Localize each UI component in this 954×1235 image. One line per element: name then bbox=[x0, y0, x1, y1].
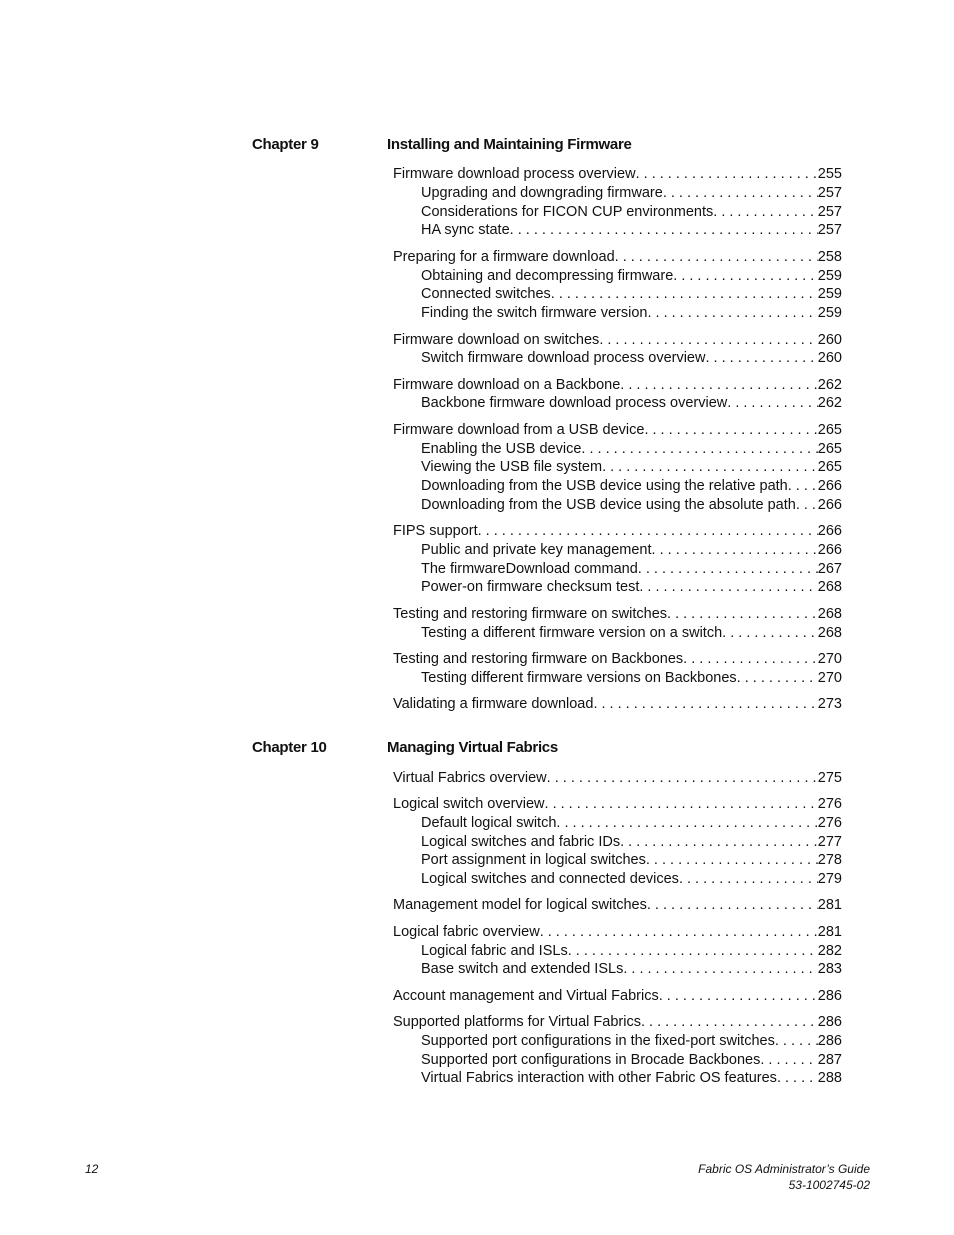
toc-page-number: 267 bbox=[817, 561, 842, 577]
toc-page-number: 260 bbox=[817, 350, 842, 366]
toc-section-entry[interactable] bbox=[393, 165, 842, 184]
dot-leader bbox=[644, 421, 817, 440]
dot-leader bbox=[639, 578, 817, 597]
toc-page-number: 266 bbox=[817, 523, 842, 539]
toc-page-number: 265 bbox=[817, 459, 842, 475]
toc-entry-title: Testing a different firmware version on a switch bbox=[421, 625, 723, 641]
toc-subsection-entry[interactable] bbox=[421, 394, 842, 413]
toc-entry-title: HA sync state bbox=[421, 222, 510, 238]
dot-leader bbox=[547, 769, 818, 788]
dot-leader bbox=[667, 605, 818, 624]
toc-page-number: 258 bbox=[817, 249, 842, 265]
toc-entry-title: Public and private key management bbox=[421, 542, 652, 558]
toc-subsection-entry[interactable] bbox=[421, 349, 842, 368]
dot-leader bbox=[659, 987, 818, 1006]
toc-subsection-entry[interactable] bbox=[421, 814, 842, 833]
toc-entry-title: Management model for logical switches bbox=[393, 897, 647, 913]
toc-page-number: 268 bbox=[817, 579, 842, 595]
toc-entry-title: Power-on firmware checksum test bbox=[421, 579, 640, 595]
toc-entry-title: Logical switch overview bbox=[393, 796, 545, 812]
dot-leader bbox=[788, 477, 818, 496]
dot-leader bbox=[705, 349, 817, 368]
toc-subsection-entry[interactable] bbox=[421, 458, 842, 477]
toc-entry-title: Upgrading and downgrading firmware bbox=[421, 185, 663, 201]
dot-leader bbox=[647, 304, 817, 323]
toc-subsection-entry[interactable] bbox=[421, 960, 842, 979]
toc-page-number: 259 bbox=[817, 268, 842, 284]
toc-entry-title: Considerations for FICON CUP environments bbox=[421, 204, 714, 220]
toc-subsection-entry[interactable] bbox=[421, 304, 842, 323]
toc-subsection-entry[interactable] bbox=[421, 851, 842, 870]
toc-entry-title: Firmware download on a Backbone bbox=[393, 377, 621, 393]
dot-leader bbox=[796, 496, 818, 515]
toc-page-number: 257 bbox=[817, 204, 842, 220]
toc-entry-title: Testing and restoring firmware on switches bbox=[393, 606, 668, 622]
toc-page-number: 259 bbox=[817, 305, 842, 321]
toc-section-entry[interactable] bbox=[393, 376, 842, 395]
toc-subsection-entry[interactable] bbox=[421, 285, 842, 304]
dot-leader bbox=[638, 560, 818, 579]
dot-leader bbox=[623, 960, 817, 979]
toc-page-number: 268 bbox=[817, 625, 842, 641]
toc-page-number: 287 bbox=[817, 1052, 842, 1068]
toc-entry-title: Downloading from the USB device using the relative path bbox=[421, 478, 788, 494]
dot-leader bbox=[602, 458, 818, 477]
toc-section-entry[interactable] bbox=[393, 795, 842, 814]
toc-page-number: 276 bbox=[817, 815, 842, 831]
toc-subsection-entry[interactable] bbox=[421, 477, 842, 496]
dot-leader bbox=[568, 942, 818, 961]
toc-section-entry[interactable] bbox=[393, 248, 842, 267]
dot-leader bbox=[581, 440, 817, 459]
chapter-title: Installing and Maintaining Firmware bbox=[387, 136, 632, 153]
toc-entry-title: Preparing for a firmware download bbox=[393, 249, 615, 265]
toc-subsection-entry[interactable] bbox=[421, 560, 842, 579]
toc-entry-title: Default logical switch bbox=[421, 815, 557, 831]
toc-page-number: 286 bbox=[817, 1033, 842, 1049]
toc-entry-title: Connected switches bbox=[421, 286, 551, 302]
dot-leader bbox=[760, 1051, 817, 1070]
toc-entry-title: Logical switches and connected devices bbox=[421, 871, 679, 887]
toc-entry-title: Logical fabric overview bbox=[393, 924, 540, 940]
dot-leader bbox=[551, 285, 818, 304]
toc-page-number: 265 bbox=[817, 441, 842, 457]
dot-leader bbox=[540, 923, 818, 942]
toc-subsection-entry[interactable] bbox=[421, 669, 842, 688]
page-number: 12 bbox=[85, 1162, 99, 1176]
dot-leader bbox=[673, 267, 818, 286]
toc-section-entry[interactable] bbox=[393, 605, 842, 624]
toc-entry-title: Backbone firmware download process overview bbox=[421, 395, 728, 411]
dot-leader bbox=[652, 541, 818, 560]
toc-entry-title: Base switch and extended ISLs bbox=[421, 961, 624, 977]
toc-section-entry[interactable] bbox=[393, 1013, 842, 1032]
toc-section-entry[interactable] bbox=[393, 522, 842, 541]
toc-entry-title: Validating a firmware download bbox=[393, 696, 594, 712]
chapter-label: Chapter 9 bbox=[252, 136, 319, 153]
toc-subsection-entry[interactable] bbox=[421, 1069, 842, 1088]
toc-subsection-entry[interactable] bbox=[421, 624, 842, 643]
toc-section-entry[interactable] bbox=[393, 987, 842, 1006]
toc-entry-title: Virtual Fabrics overview bbox=[393, 770, 547, 786]
dot-leader bbox=[620, 833, 818, 852]
toc-subsection-entry[interactable] bbox=[421, 221, 842, 240]
toc-page-number: 286 bbox=[817, 1014, 842, 1030]
dot-leader bbox=[599, 331, 817, 350]
toc-entry-title: Account management and Virtual Fabrics bbox=[393, 988, 659, 1004]
toc-section-entry[interactable] bbox=[393, 896, 842, 915]
dot-leader bbox=[683, 650, 818, 669]
dot-leader bbox=[545, 795, 818, 814]
chapter-title: Managing Virtual Fabrics bbox=[387, 739, 558, 756]
chapter-label: Chapter 10 bbox=[252, 739, 327, 756]
toc-page-number: 288 bbox=[817, 1070, 842, 1086]
toc-section-entry[interactable] bbox=[393, 695, 842, 714]
dot-leader bbox=[641, 1013, 818, 1032]
dot-leader bbox=[713, 203, 818, 222]
toc-page-number: 262 bbox=[817, 395, 842, 411]
dot-leader bbox=[593, 695, 817, 714]
toc-entry-title: Logical fabric and ISLs bbox=[421, 943, 568, 959]
dot-leader bbox=[615, 248, 818, 267]
toc-subsection-entry[interactable] bbox=[421, 870, 842, 889]
toc-page-number: 266 bbox=[817, 478, 842, 494]
toc-page-number: 260 bbox=[817, 332, 842, 348]
toc-subsection-entry[interactable] bbox=[421, 440, 842, 459]
toc-entry-title: Downloading from the USB device using the absolute path bbox=[421, 497, 796, 513]
toc-page-number: 257 bbox=[817, 222, 842, 238]
toc-entry-title: Supported port configurations in Brocade Backbones bbox=[421, 1052, 761, 1068]
toc-page-number: 270 bbox=[817, 670, 842, 686]
toc-entry-title: The firmwareDownload command bbox=[421, 561, 638, 577]
toc-subsection-entry[interactable] bbox=[421, 833, 842, 852]
toc-section-entry[interactable] bbox=[393, 923, 842, 942]
toc-page-number: 273 bbox=[817, 696, 842, 712]
toc-page-number: 270 bbox=[817, 651, 842, 667]
toc-page-number: 279 bbox=[817, 871, 842, 887]
toc-section-entry[interactable] bbox=[393, 769, 842, 788]
toc-subsection-entry[interactable] bbox=[421, 1051, 842, 1070]
dot-leader bbox=[556, 814, 817, 833]
toc-page-number: 281 bbox=[817, 924, 842, 940]
toc-page-number: 275 bbox=[817, 770, 842, 786]
toc-page-number: 282 bbox=[817, 943, 842, 959]
dot-leader bbox=[777, 1069, 818, 1088]
toc-subsection-entry[interactable] bbox=[421, 942, 842, 961]
toc-page-number: 262 bbox=[817, 377, 842, 393]
toc-entry-title: Finding the switch firmware version bbox=[421, 305, 648, 321]
dot-leader bbox=[646, 851, 818, 870]
toc-subsection-entry[interactable] bbox=[421, 203, 842, 222]
toc-entry-title: Enabling the USB device bbox=[421, 441, 582, 457]
document-number: 53-1002745-02 bbox=[788, 1178, 870, 1192]
toc-page-number: 278 bbox=[817, 852, 842, 868]
toc-page-number: 266 bbox=[817, 497, 842, 513]
guide-title: Fabric OS Administrator’s Guide bbox=[698, 1162, 870, 1176]
dot-leader bbox=[663, 184, 818, 203]
dot-leader bbox=[775, 1032, 818, 1051]
toc-entry-title: Logical switches and fabric IDs bbox=[421, 834, 621, 850]
toc-page-number: 255 bbox=[817, 166, 842, 182]
dot-leader bbox=[679, 870, 818, 889]
toc-subsection-entry[interactable] bbox=[421, 541, 842, 560]
toc-entry-title: FIPS support bbox=[393, 523, 478, 539]
toc-entry-title: Viewing the USB file system bbox=[421, 459, 603, 475]
toc-subsection-entry[interactable] bbox=[421, 578, 842, 597]
toc-entry-title: Obtaining and decompressing firmware bbox=[421, 268, 674, 284]
dot-leader bbox=[727, 394, 818, 413]
toc-entry-title: Supported port configurations in the fixed-port switches bbox=[421, 1033, 775, 1049]
toc-entry-title: Firmware download on switches bbox=[393, 332, 600, 348]
toc-entry-title: Port assignment in logical switches bbox=[421, 852, 646, 868]
toc-page-number: 257 bbox=[817, 185, 842, 201]
toc-subsection-entry[interactable] bbox=[421, 184, 842, 203]
toc-page-number: 266 bbox=[817, 542, 842, 558]
dot-leader bbox=[620, 376, 818, 395]
toc-entry-title: Switch firmware download process overview bbox=[421, 350, 706, 366]
toc-entry-title: Supported platforms for Virtual Fabrics bbox=[393, 1014, 641, 1030]
toc-page-number: 277 bbox=[817, 834, 842, 850]
toc-entry-title: Firmware download process overview bbox=[393, 166, 636, 182]
dot-leader bbox=[722, 624, 818, 643]
toc-entry-title: Virtual Fabrics interaction with other Fabric OS features bbox=[421, 1070, 777, 1086]
toc-page-number: 283 bbox=[817, 961, 842, 977]
dot-leader bbox=[510, 221, 818, 240]
toc-entry-title: Firmware download from a USB device bbox=[393, 422, 645, 438]
toc-subsection-entry[interactable] bbox=[421, 496, 842, 515]
toc-entry-title: Testing and restoring firmware on Backbones bbox=[393, 651, 684, 667]
dot-leader bbox=[636, 165, 818, 184]
toc-subsection-entry[interactable] bbox=[421, 267, 842, 286]
toc-page-number: 281 bbox=[817, 897, 842, 913]
toc-page-number: 259 bbox=[817, 286, 842, 302]
dot-leader bbox=[478, 522, 818, 541]
toc-page-number: 286 bbox=[817, 988, 842, 1004]
toc-subsection-entry[interactable] bbox=[421, 1032, 842, 1051]
toc-page-number: 265 bbox=[817, 422, 842, 438]
toc-page-number: 276 bbox=[817, 796, 842, 812]
toc-section-entry[interactable] bbox=[393, 331, 842, 350]
toc-entry-title: Testing different firmware versions on Backbones bbox=[421, 670, 737, 686]
dot-leader bbox=[737, 669, 818, 688]
dot-leader bbox=[647, 896, 818, 915]
toc-page-number: 268 bbox=[817, 606, 842, 622]
toc-section-entry[interactable] bbox=[393, 421, 842, 440]
toc-section-entry[interactable] bbox=[393, 650, 842, 669]
